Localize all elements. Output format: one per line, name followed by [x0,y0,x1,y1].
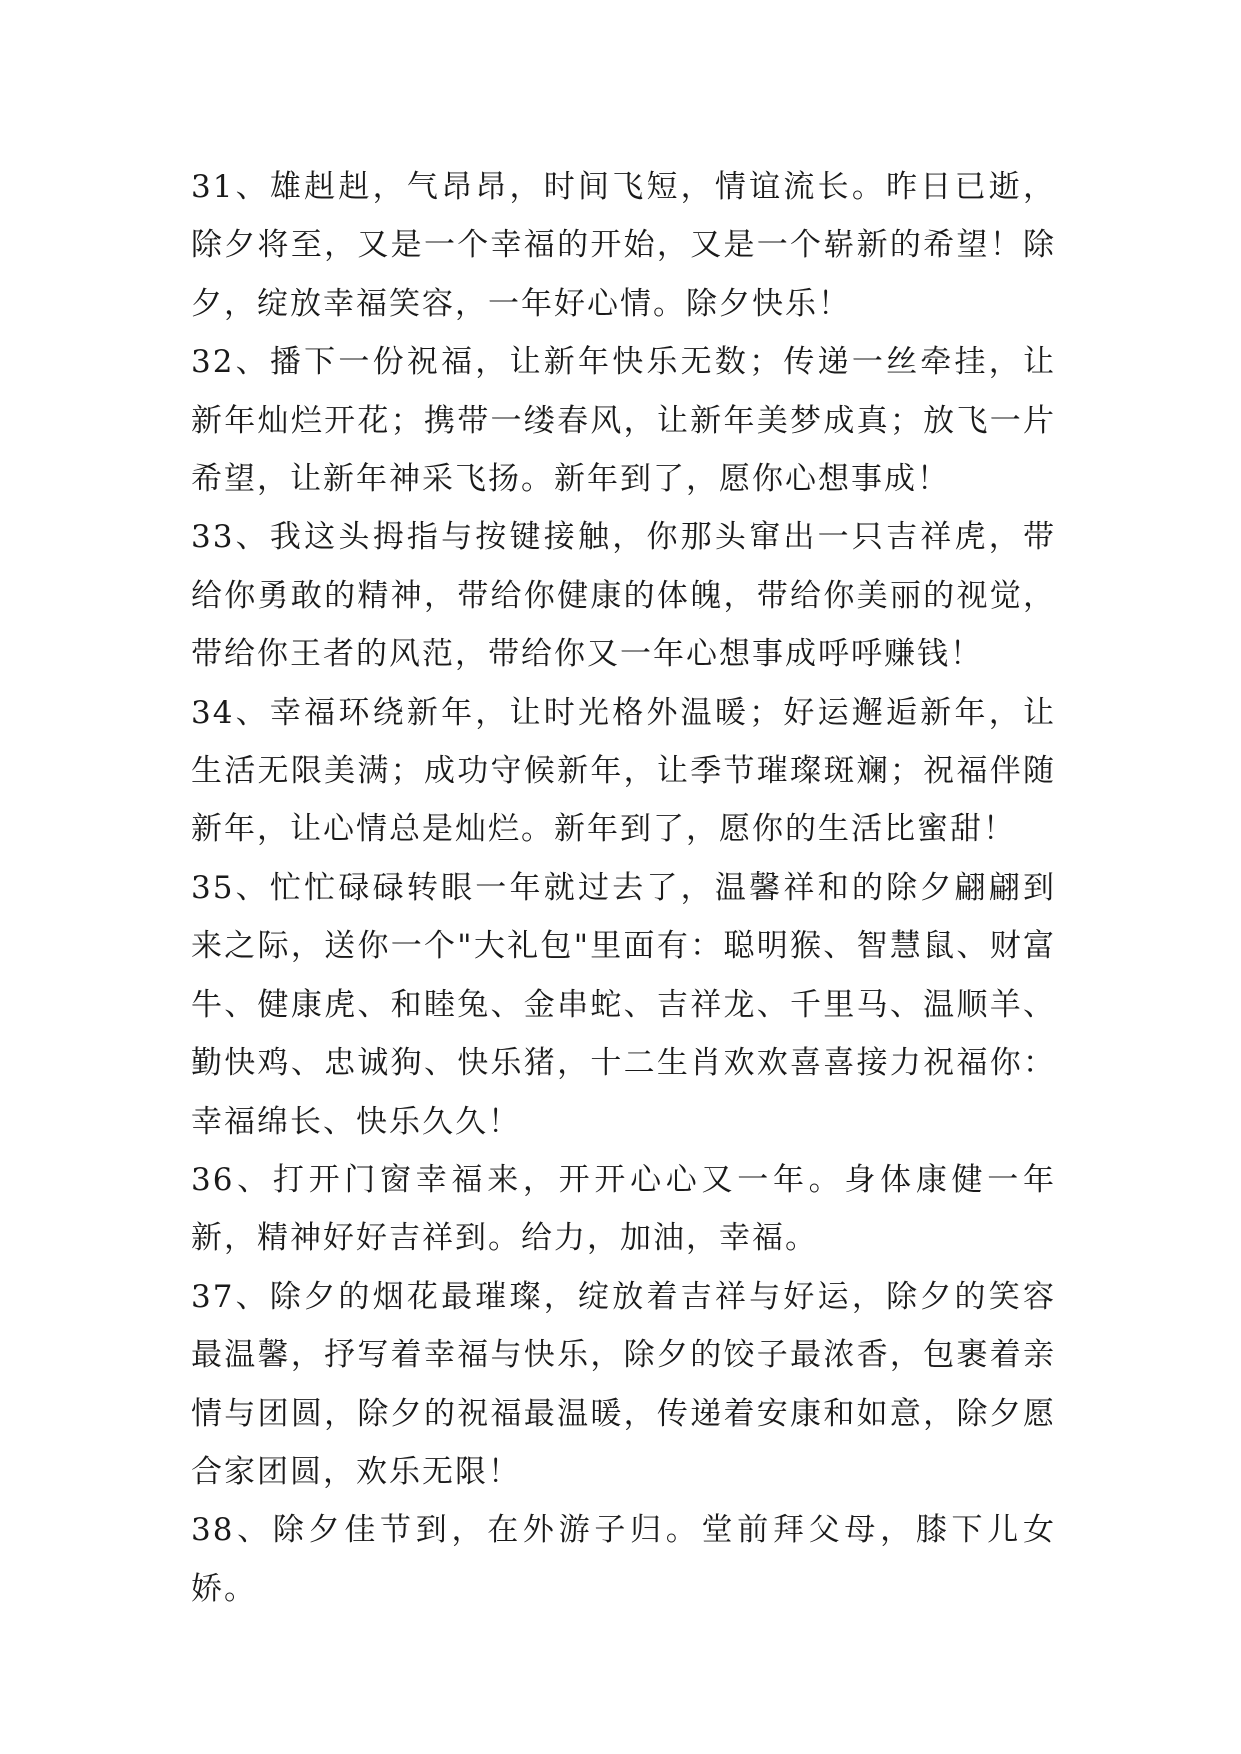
paragraph-34: 34、幸福环绕新年，让时光格外温暖；好运邂逅新年，让生活无限美满；成功守候新年，让季节璀璨斑斓；祝福伴随新年，让心情总是灿烂。新年到了，愿你的生活比蜜甜！ [191,694,1056,848]
paragraph-31: 31、雄赳赳，气昂昂，时间飞短，情谊流长。昨日已逝，除夕将至，又是一个幸福的开始，又是一个崭新的希望！除夕，绽放幸福笑容，一年好心情。除夕快乐！ [191,169,1056,322]
paragraph-35: 35、忙忙碌碌转眼一年就过去了，温馨祥和的除夕翩翩到来之际，送你一个"大礼包"里面有：聪明猴、智慧鼠、财富牛、健康虎、和睦兔、金串蛇、吉祥龙、千里马、温顺羊、勤快鸡、忠诚狗、快乐猪，十二生肖欢欢喜喜接力祝福你：幸福绵长、快乐久久！ [191,869,1056,1140]
paragraph-33: 33、我这头拇指与按键接触，你那头窜出一只吉祥虎，带给你勇敢的精神，带给你健康的体魄，带给你美丽的视觉，带给你王者的风范，带给你又一年心想事成呼呼赚钱！ [191,519,1056,673]
paragraph-36: 36、打开门窗幸福来，开开心心又一年。身体康健一年新，精神好好吉祥到。给力，加油，幸福。 [191,1161,1056,1257]
paragraph-37: 37、除夕的烟花最璀璨，绽放着吉祥与好运，除夕的笑容最温馨，抒写着幸福与快乐，除夕的饺子最浓香，包裹着亲情与团圆，除夕的祝福最温暖，传递着安康和如意，除夕愿合家团圆，欢乐无限！ [191,1278,1056,1490]
paragraph-38: 38、除夕佳节到，在外游子归。堂前拜父母，膝下儿女娇。 [191,1512,1056,1607]
paragraph-32: 32、播下一份祝福，让新年快乐无数；传递一丝牵挂，让新年灿烂开花；携带一缕春风，让新年美梦成真；放飞一片希望，让新年神采飞扬。新年到了，愿你心想事成！ [191,344,1056,498]
document-body [191,158,1056,1618]
